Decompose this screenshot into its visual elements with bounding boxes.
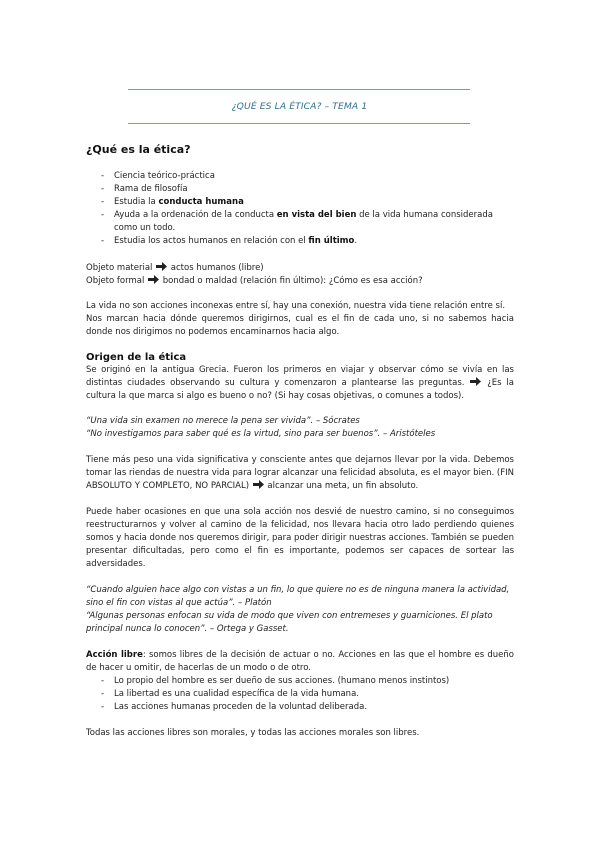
section-heading-que-es: ¿Qué es la ética? xyxy=(86,143,191,156)
arrow-right-icon xyxy=(470,377,481,386)
paragraph: Tiene más peso una vida significativa y consciente antes que dejarnos llevar por la vida. Debemos tomar las riendas de nuestra vida para lograr alcanzar una felicidad absoluta, es el mayor bien. (FIN ABSOLUTO Y COMPLETO, NO PARCIAL) alcanzar una meta, un fin absoluto. xyxy=(86,455,514,491)
objeto-formal: Objeto formal bondad o maldad (relación fin último): ¿Cómo es esa acción? xyxy=(86,276,423,286)
list-item: - Lo propio del hombre es ser dueño de sus acciones. (humano menos instintos) xyxy=(86,675,514,688)
paragraph: La vida no son acciones inconexas entre sí, hay una conexión, nuestra vida tiene relación entre sí. xyxy=(86,301,506,311)
quote: “Algunas personas enfocan su vida de modo que viven con entremeses y guarniciones. El plato principal nunca lo conocen”. – Ortega y Gasset. xyxy=(86,611,493,634)
quote: “No investigamos para saber qué es la virtud, sino para ser buenos”. – Aristóteles xyxy=(86,429,436,439)
paragraph: Nos marcan hacia dónde queremos dirigirnos, cual es el fin de cada uno, si no sabemos hacia donde nos dirigimos no podemos encaminarnos hacia algo. xyxy=(86,314,514,337)
document-title: ¿QUÉ ES LA ÉTICA? – TEMA 1 xyxy=(231,101,368,112)
list-item: - Ciencia teórico-práctica xyxy=(86,170,514,183)
list-item: - Estudia los actos humanos en relación con el fin último. xyxy=(86,235,514,248)
bottom-rule xyxy=(128,123,470,124)
list-item: - Estudia la conducta humana xyxy=(86,196,514,209)
quote: “Una vida sin examen no merece la pena ser vivida”. – Sócrates xyxy=(86,416,360,426)
paragraph: Se originó en la antigua Grecia. Fueron los primeros en viajar y observar cómo se vivía en las distintas ciudades observando su cultura y comenzaron a plantearse las preguntas. ¿Es la cultura la que marca si algo es bueno o no? (Si hay cosas objetivas, o comunes a todos). xyxy=(86,365,515,401)
document-body xyxy=(86,143,514,740)
arrow-right-icon xyxy=(148,275,159,284)
arrow-right-icon xyxy=(156,262,167,271)
top-rule xyxy=(128,89,470,90)
arrow-right-icon xyxy=(253,480,264,489)
paragraph: Puede haber ocasiones en que una sola acción nos desvié de nuestro camino, si no conseguimos reestructurarnos y volver al camino de la felicidad, nos llevara hacia otro lado perdiendo quienes somos y hacia donde nos queremos dirigir, para poder dirigir nuestras acciones. También se pueden presentar dificultadas, pero como el fin es importante, podemos ser capaces de sortear las adversidades. xyxy=(86,507,514,569)
definition-list xyxy=(86,170,514,248)
list-item: - La libertad es una cualidad específica de la vida humana. xyxy=(86,688,514,701)
quote: “Cuando alguien hace algo con vistas a un fin, lo que quiere no es de ninguna manera la actividad, sino el fin con vistas al que actúa”. – Platón xyxy=(86,585,510,608)
accion-list xyxy=(86,675,514,714)
list-item: - Rama de filosofía xyxy=(86,183,514,196)
section-heading-origen: Origen de la ética xyxy=(86,352,187,363)
paragraph: Acción libre: somos libres de la decisión de actuar o no. Acciones en las que el hombre es dueño de hacer u omitir, de hacerlas de un modo o de otro. xyxy=(86,650,514,673)
paragraph: Todas las acciones libres son morales, y todas las acciones morales son libres. xyxy=(86,728,420,738)
list-item: - Las acciones humanas proceden de la voluntad deliberada. xyxy=(86,701,514,714)
list-item: - Ayuda a la ordenación de la conducta en vista del bien de la vida humana considerada como un todo. xyxy=(86,209,514,235)
objeto-material: Objeto material actos humanos (libre) xyxy=(86,263,264,273)
